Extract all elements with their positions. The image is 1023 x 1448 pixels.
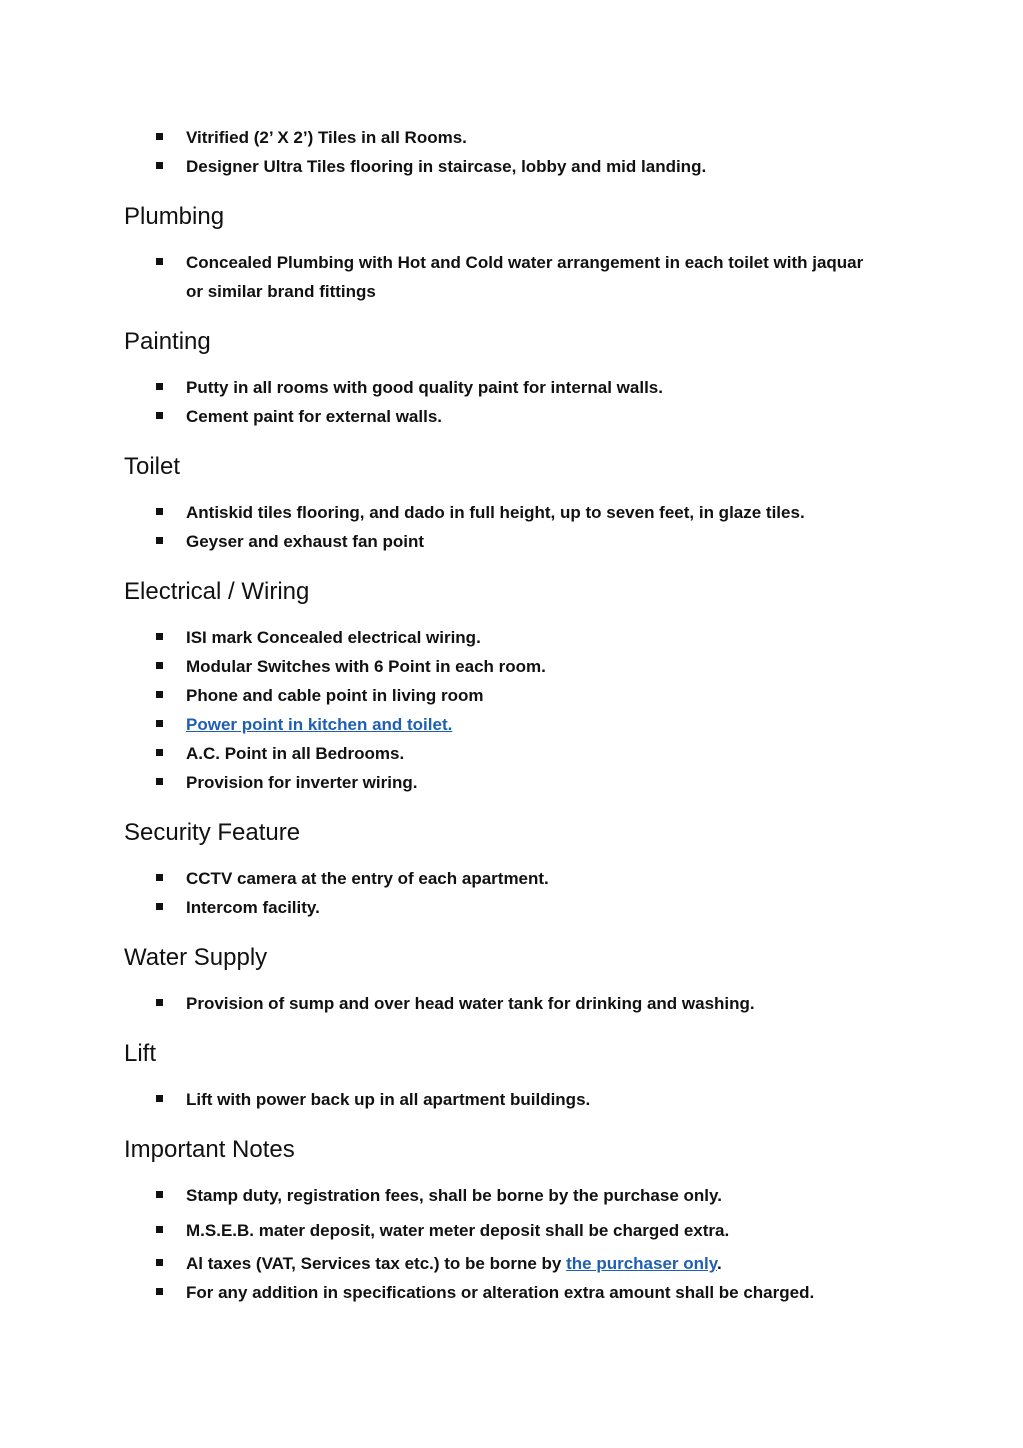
square-bullet-icon	[156, 720, 163, 727]
list-item: Putty in all rooms with good quality paint for internal walls.	[156, 373, 876, 402]
square-bullet-icon	[156, 1226, 163, 1233]
square-bullet-icon	[156, 1191, 163, 1198]
list-item: Provision of sump and over head water tank for drinking and washing.	[156, 989, 876, 1018]
list-item: A.C. Point in all Bedrooms.	[156, 739, 876, 768]
list-item: Modular Switches with 6 Point in each room.	[156, 652, 876, 681]
list-item: Provision for inverter wiring.	[156, 768, 876, 797]
list-item: ISI mark Concealed electrical wiring.	[156, 623, 876, 652]
list-item: Intercom facility.	[156, 893, 876, 922]
list-item: Concealed Plumbing with Hot and Cold water arrangement in each toilet with jaquar or similar brand fittings	[156, 248, 876, 306]
square-bullet-icon	[156, 1259, 163, 1266]
section-title-electrical: Electrical / Wiring	[124, 578, 310, 605]
list-item: M.S.E.B. mater deposit, water meter deposit shall be charged extra.	[156, 1216, 876, 1245]
list-item: Lift with power back up in all apartment buildings.	[156, 1085, 876, 1114]
section-title-painting: Painting	[124, 328, 211, 355]
square-bullet-icon	[156, 778, 163, 785]
section-title-notes: Important Notes	[124, 1136, 295, 1163]
list-item: Vitrified (2’ X 2’) Tiles in all Rooms.	[156, 123, 876, 152]
square-bullet-icon	[156, 537, 163, 544]
section-title-water: Water Supply	[124, 944, 268, 971]
list-item: Designer Ultra Tiles flooring in staircase, lobby and mid landing.	[156, 152, 876, 181]
square-bullet-icon	[156, 903, 163, 910]
section-title-plumbing: Plumbing	[124, 203, 225, 230]
section-title-security: Security Feature	[124, 819, 301, 846]
list-item: For any addition in specifications or alteration extra amount shall be charged.	[156, 1278, 876, 1307]
list-item: Antiskid tiles flooring, and dado in full height, up to seven feet, in glaze tiles.	[156, 498, 876, 527]
square-bullet-icon	[156, 662, 163, 669]
square-bullet-icon	[156, 874, 163, 881]
square-bullet-icon	[156, 383, 163, 390]
square-bullet-icon	[156, 691, 163, 698]
square-bullet-icon	[156, 749, 163, 756]
square-bullet-icon	[156, 258, 163, 265]
list-item: CCTV camera at the entry of each apartment.	[156, 864, 876, 893]
section-title-toilet: Toilet	[124, 453, 181, 480]
section-title-lift: Lift	[124, 1040, 157, 1067]
square-bullet-icon	[156, 133, 163, 140]
square-bullet-icon	[156, 1288, 163, 1295]
square-bullet-icon	[156, 508, 163, 515]
list-item: Stamp duty, registration fees, shall be borne by the purchase only.	[156, 1181, 876, 1210]
power-point-link[interactable]: Power point in kitchen and toilet.	[186, 715, 453, 734]
square-bullet-icon	[156, 633, 163, 640]
list-item: Al taxes (VAT, Services tax etc.) to be borne by the purchaser only.	[156, 1249, 876, 1278]
square-bullet-icon	[156, 1095, 163, 1102]
purchaser-only-link[interactable]: the purchaser only	[566, 1254, 717, 1273]
square-bullet-icon	[156, 412, 163, 419]
list-item: Cement paint for external walls.	[156, 402, 876, 431]
list-item: Phone and cable point in living room	[156, 681, 876, 710]
list-item: Geyser and exhaust fan point	[156, 527, 876, 556]
list-item	[156, 710, 876, 739]
square-bullet-icon	[156, 162, 163, 169]
square-bullet-icon	[156, 999, 163, 1006]
